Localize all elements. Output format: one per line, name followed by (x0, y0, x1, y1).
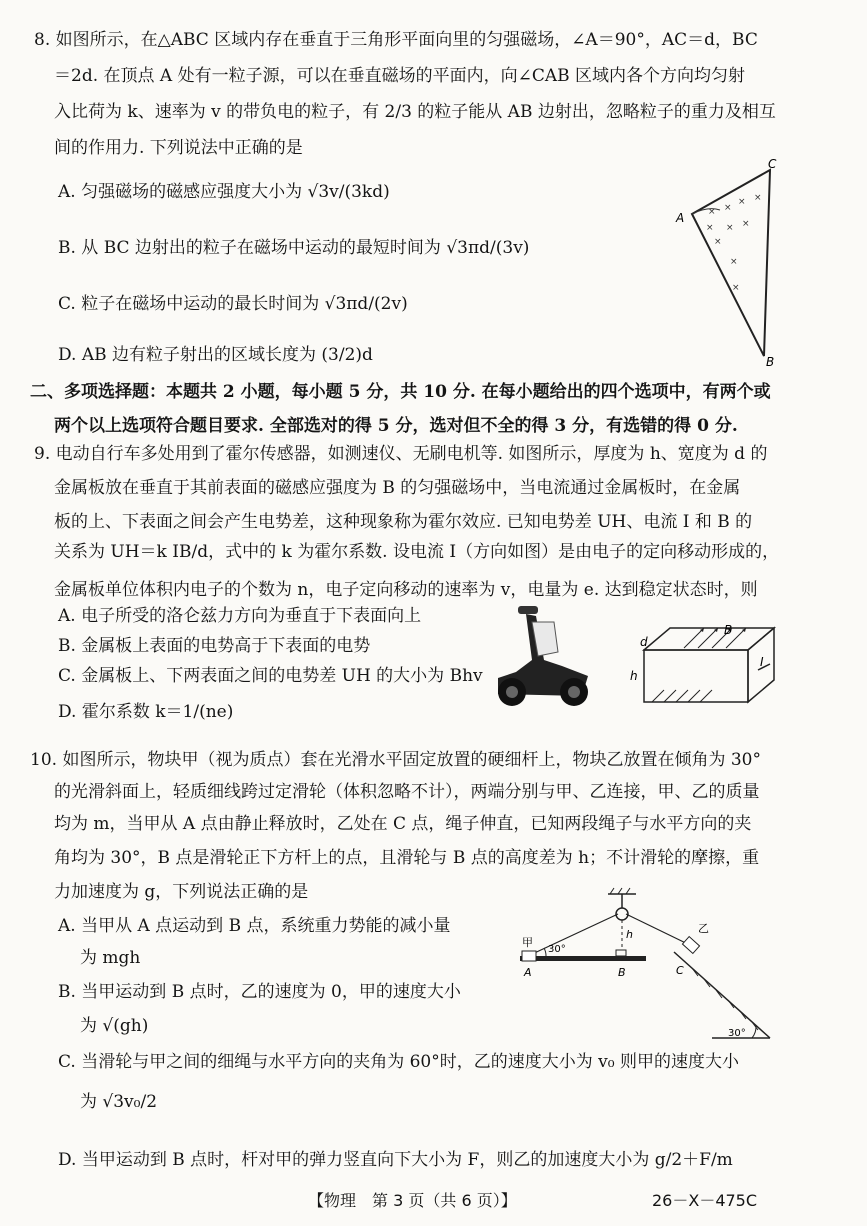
q8-stem-line-4: 间的作用力. 下列说法中正确的是 (54, 138, 303, 158)
q10-stem-line-1: 10. 如图所示，物块甲（视为质点）套在光滑水平固定放置的硬细杆上，物块乙放置在倾角为 30° (30, 750, 761, 770)
q10-label-h: h (626, 928, 633, 941)
q9-stem-line-2: 金属板放在垂直于其前表面的磁感应强度为 B 的匀强磁场中，当电流通过金属板时，在金属 (54, 478, 741, 498)
q10-stem-line-2: 的光滑斜面上，轻质细线跨过定滑轮（体积忽略不计），两端分别与甲、乙连接，甲、乙的质量 (54, 782, 760, 802)
q9-option-b: B. 金属板上表面的电势高于下表面的电势 (58, 636, 371, 656)
q10-label-b: B (618, 966, 626, 979)
svg-text:×: × (708, 207, 716, 217)
svg-text:×: × (714, 237, 722, 247)
q8-stem-line-3: 入比荷为 k、速率为 v 的带负电的粒子，有 2/3 的粒子能从 AB 边射出，忽略粒子的重力及相互 (54, 102, 776, 122)
q10-label-jia: 甲 (522, 936, 533, 949)
q8-label-b: B (766, 355, 775, 369)
q10-option-a-line-2: 为 mgh (80, 948, 141, 968)
q9-metal-plate-figure (624, 612, 780, 712)
svg-text:×: × (738, 197, 746, 207)
q10-label-angle-30-incline: 30° (728, 1028, 746, 1039)
q9-label-h: h (630, 669, 638, 683)
q10-pulley-figure (512, 888, 778, 1048)
q9-option-d: D. 霍尔系数 k＝1/(ne) (58, 702, 234, 722)
svg-text:×: × (706, 223, 714, 233)
svg-text:×: × (730, 257, 738, 267)
q10-stem-line-3: 均为 m，当甲从 A 点由静止释放时，乙处在 C 点，绳子伸直，已知两段绳子与水平方向的夹 (54, 814, 752, 834)
q8-option-d: D. AB 边有粒子射出的区域长度为 (3/2)d (58, 345, 373, 365)
q9-label-d: d (640, 635, 648, 649)
svg-text:×: × (742, 219, 750, 229)
q8-stem-line-1: 8. 如图所示，在△ABC 区域内存在垂直于三角形平面向里的匀强磁场，∠A＝90°，AC＝d，BC (34, 30, 758, 50)
q10-option-d: D. 当甲运动到 B 点时，杆对甲的弹力竖直向下大小为 F，则乙的加速度大小为 g/2＋F/m (58, 1150, 733, 1170)
svg-text:×: × (726, 223, 734, 233)
q9-option-a: A. 电子所受的洛仑兹力方向为垂直于下表面向上 (58, 606, 422, 626)
q9-option-c: C. 金属板上、下两表面之间的电势差 UH 的大小为 Bhv (58, 666, 483, 686)
q8-label-c: C (768, 157, 777, 171)
q10-option-b-line-1: B. 当甲运动到 B 点时，乙的速度为 0，甲的速度大小 (58, 982, 461, 1002)
q10-option-a-line-1: A. 当甲从 A 点运动到 B 点，系统重力势能的减小量 (58, 916, 451, 936)
q10-label-a: A (524, 966, 532, 979)
q9-label-i: I (760, 655, 764, 669)
electric-scooter-photo (492, 600, 592, 710)
q8-option-c: C. 粒子在磁场中运动的最长时间为 √3πd/(2v) (58, 294, 408, 314)
q8-triangle-figure (668, 157, 788, 370)
q10-stem-line-4: 角均为 30°，B 点是滑轮正下方杆上的点，且滑轮与 B 点的高度差为 h；不计滑轮的摩擦，重 (54, 848, 760, 868)
q8-option-b: B. 从 BC 边射出的粒子在磁场中运动的最短时间为 √3πd/(3v) (58, 238, 530, 258)
q9-stem-line-1: 9. 电动自行车多处用到了霍尔传感器，如测速仪、无刷电机等. 如图所示，厚度为 h、宽度为 d 的 (34, 444, 768, 464)
q9-stem-line-3: 板的上、下表面之间会产生电势差，这种现象称为霍尔效应. 已知电势差 UH、电流 I 和 B 的 (54, 512, 753, 532)
q9-stem-line-5: 金属板单位体积内电子的个数为 n，电子定向移动的速率为 v，电量为 e. 达到稳定状态时，则 (54, 580, 758, 600)
q10-label-angle-30-rope: 30° (548, 944, 566, 955)
q8-label-a: A (676, 211, 685, 225)
q9-label-b: B (724, 623, 733, 637)
q10-option-c-line-2: 为 √3v₀/2 (80, 1092, 158, 1112)
svg-text:×: × (732, 283, 740, 293)
section2-heading-line-2: 两个以上选项符合题目要求. 全部选对的得 5 分，选对但不全的得 3 分，有选错的得 0 分. (54, 416, 738, 436)
q10-label-c: C (676, 964, 684, 977)
q8-option-a: A. 匀强磁场的磁感应强度大小为 √3v/(3kd) (58, 182, 390, 202)
footer-page-info: 【物理 第 3 页（共 6 页）】 (308, 1191, 517, 1210)
q8-stem-line-2: ＝2d. 在顶点 A 处有一粒子源，可以在垂直磁场的平面内，向∠CAB 区域内各个方向均匀射 (54, 66, 746, 86)
q9-stem-line-4: 关系为 UH＝k IB/d，式中的 k 为霍尔系数. 设电流 I（方向如图）是由电子的定向移动形成的， (54, 542, 780, 562)
q10-stem-line-5: 力加速度为 g，下列说法正确的是 (54, 882, 309, 902)
svg-text:×: × (724, 203, 732, 213)
section2-heading-line-1: 二、多项选择题：本题共 2 小题，每小题 5 分，共 10 分. 在每小题给出的四个选项中，有两个或 (30, 382, 771, 402)
q10-option-b-line-2: 为 √(gh) (80, 1016, 149, 1036)
q10-option-c-line-1: C. 当滑轮与甲之间的细绳与水平方向的夹角为 60°时，乙的速度大小为 v₀ 则甲的速度大小 (58, 1052, 739, 1072)
svg-text:×: × (754, 193, 762, 203)
q10-label-yi: 乙 (698, 922, 709, 935)
footer-exam-code: 26－X－475C (652, 1191, 758, 1210)
